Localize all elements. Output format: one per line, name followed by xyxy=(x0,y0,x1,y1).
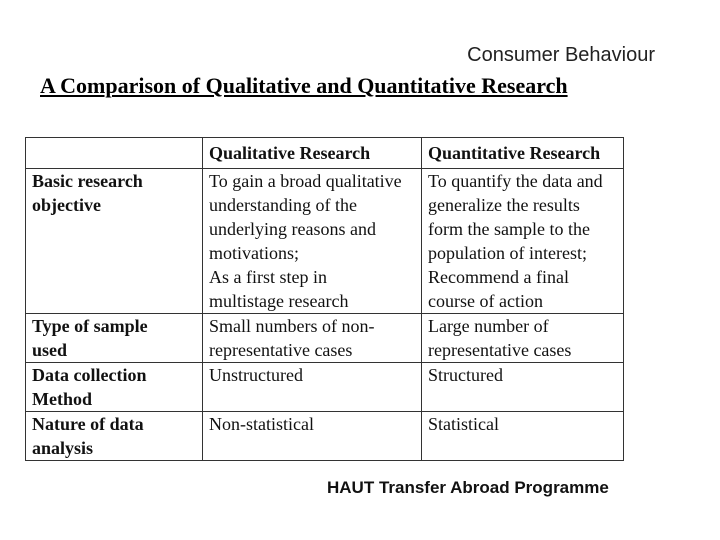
footer-programme: HAUT Transfer Abroad Programme xyxy=(327,478,609,497)
table-cell: Unstructured xyxy=(203,363,422,412)
table-cell: Statistical xyxy=(422,412,624,461)
comparison-table xyxy=(25,137,624,461)
table-cell: Small numbers of non- representative cases xyxy=(203,314,422,363)
table-header-row xyxy=(26,138,624,169)
table-row xyxy=(26,314,624,363)
row-header: Nature of data analysis xyxy=(26,412,203,461)
column-header-quantitative: Quantitative Research xyxy=(422,138,624,169)
row-header: Type of sample used xyxy=(26,314,203,363)
table-cell: Non-statistical xyxy=(203,412,422,461)
course-header: Consumer Behaviour xyxy=(467,44,655,66)
table-row xyxy=(26,363,624,412)
row-header: Data collection Method xyxy=(26,363,203,412)
table-cell: Structured xyxy=(422,363,624,412)
column-header-qualitative: Qualitative Research xyxy=(203,138,422,169)
table-row xyxy=(26,169,624,314)
column-header-empty xyxy=(26,138,203,169)
row-header: Basic research objective xyxy=(26,169,203,314)
table-cell: Large number of representative cases xyxy=(422,314,624,363)
slide-title: A Comparison of Qualitative and Quantitative Research xyxy=(40,73,568,98)
table-row xyxy=(26,412,624,461)
table-cell: To gain a broad qualitative understanding of the underlying reasons and motivations; As a first step in multistage research xyxy=(203,169,422,314)
table-cell: To quantify the data and generalize the results form the sample to the population of interest; Recommend a final course of action xyxy=(422,169,624,314)
